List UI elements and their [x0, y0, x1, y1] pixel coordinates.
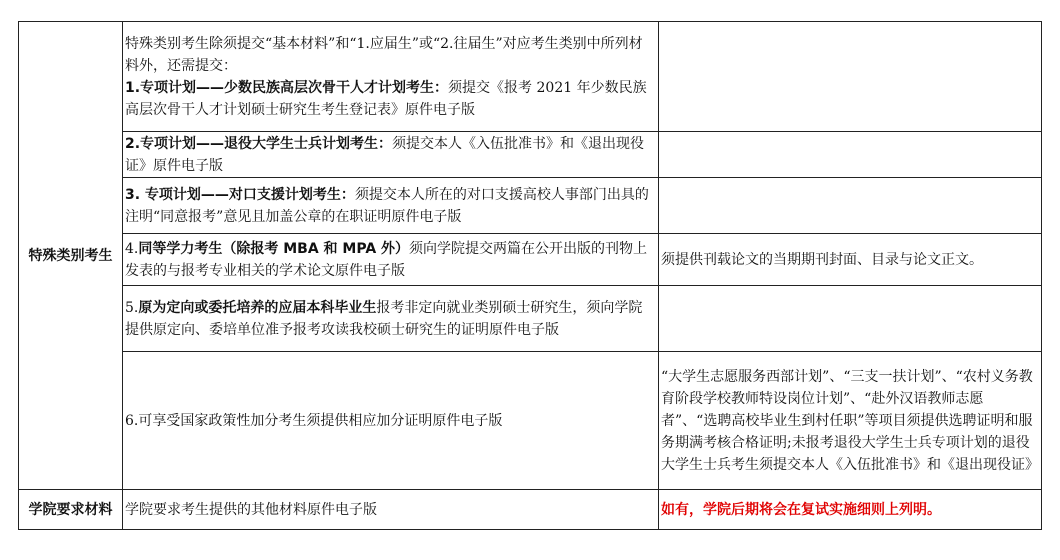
intro-text: 特殊类别考生除须提交“基本材料”和“1.应届生”或“2.往届生”对应考生类别中所列材料外，还需提交：	[125, 35, 643, 74]
requirement-number: 4.	[125, 240, 139, 257]
table-row	[19, 234, 1042, 286]
requirement-heading: 同等学力考生（除报考 MBA 和 MPA 外）	[138, 240, 410, 257]
requirement-cell	[123, 132, 659, 178]
table-row	[19, 178, 1042, 234]
note-cell	[659, 178, 1042, 234]
requirement-cell: 学院要求考生提供的其他材料原件电子版	[123, 490, 659, 530]
requirement-body: 须提交本人所在的对口支援高校人事部门出具的注明“同意报考”意见且加盖公章的在职证明原件电子版	[125, 186, 649, 225]
requirement-number: 5.	[125, 299, 139, 316]
note-cell: 如有，学院后期将会在复试实施细则上列明。	[659, 490, 1042, 530]
requirement-heading: 3. 专项计划——对口支援计划考生：	[125, 186, 355, 203]
materials-table	[18, 21, 1042, 530]
requirement-cell	[123, 234, 659, 286]
requirement-cell	[123, 286, 659, 352]
table-row	[19, 132, 1042, 178]
note-cell	[659, 22, 1042, 132]
requirement-text	[125, 77, 656, 121]
requirement-cell: 6.可享受国家政策性加分考生须提供相应加分证明原件电子版	[123, 352, 659, 490]
table-row	[19, 22, 1042, 132]
category-college-materials: 学院要求材料	[19, 490, 123, 530]
note-cell: “大学生志愿服务西部计划”、“三支一扶计划”、“农村义务教育阶段学校教师特设岗位计划”、“赴外汉语教师志愿者”、“选聘高校毕业生到村任职”等项目须提供选聘证明和服务期满考核合格证明;未报考退役大学生士兵专项计划的退役大学生士兵考生须提交本人《入伍批准书》和《退出现役证》	[659, 352, 1042, 490]
requirement-body: 须提交《报考 2021 年少数民族高层次骨干人才计划硕士研究生考生登记表》原件电子版	[125, 79, 647, 118]
requirement-body: 须向学院提交两篇在公开出版的刊物上发表的与报考专业相关的学术论文原件电子版	[125, 240, 648, 279]
note-cell	[659, 286, 1042, 352]
table-row	[19, 286, 1042, 352]
requirement-heading: 2.专项计划——退役大学生士兵计划考生：	[125, 135, 393, 152]
requirement-heading: 原为定向或委托培养的应届本科毕业生	[138, 299, 377, 316]
requirement-cell	[123, 22, 659, 132]
table-row	[19, 490, 1042, 530]
table-row	[19, 352, 1042, 490]
requirement-body: 报考非定向就业类别硕士研究生，须向学院提供原定向、委培单位准予报考攻读我校硕士研究生的证明原件电子版	[125, 299, 643, 338]
requirement-heading: 1.专项计划——少数民族高层次骨干人才计划考生：	[125, 79, 449, 96]
requirement-body: 须提交本人《入伍批准书》和《退出现役证》原件电子版	[125, 135, 645, 174]
note-cell	[659, 132, 1042, 178]
note-cell: 须提供刊载论文的当期期刊封面、目录与论文正文。	[659, 234, 1042, 286]
category-special-students: 特殊类别考生	[19, 22, 123, 490]
requirement-cell	[123, 178, 659, 234]
